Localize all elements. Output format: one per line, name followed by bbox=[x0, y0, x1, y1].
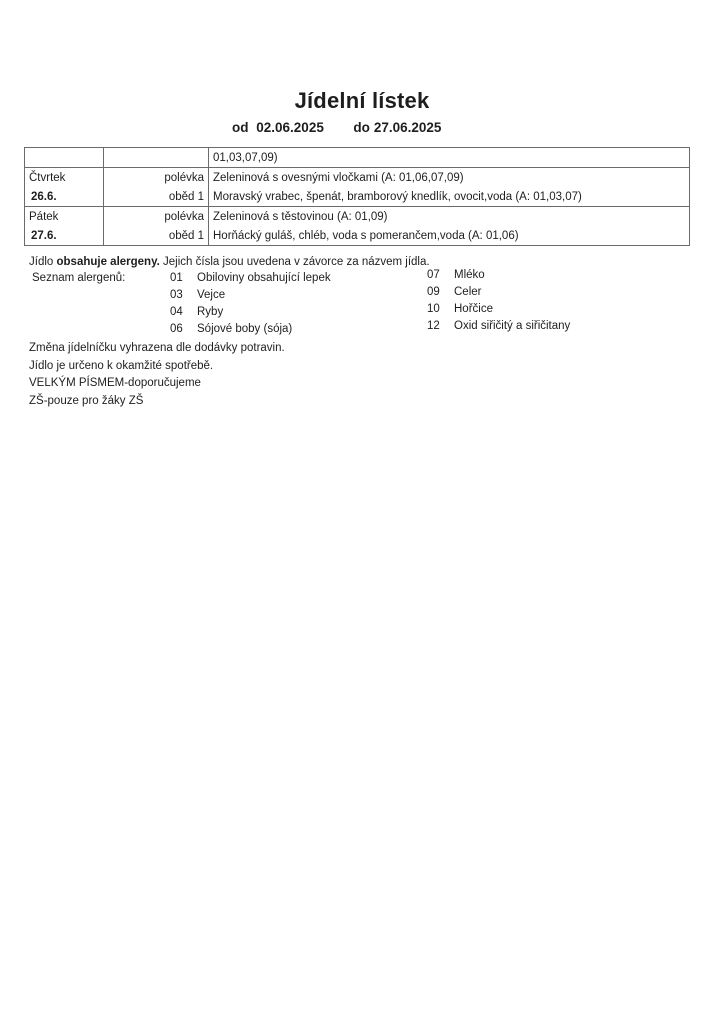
food-cell: Horňácký guláš, chléb, voda s pomerančem,voda (A: 01,06) bbox=[209, 226, 690, 246]
menu-table bbox=[24, 147, 690, 246]
day-name: Čtvrtek bbox=[25, 168, 104, 188]
allergen-list-label: Seznam alergenů: bbox=[32, 272, 126, 284]
meal-type: oběd 1 bbox=[104, 187, 209, 207]
from-label: od bbox=[232, 120, 249, 135]
footer-notes bbox=[29, 340, 285, 410]
allergen-item: 04 Ryby bbox=[170, 306, 224, 318]
food-cell: Zeleninová s těstovinou (A: 01,09) bbox=[209, 207, 690, 227]
from-date: 02.06.2025 bbox=[256, 120, 324, 135]
allergen-note-bold: obsahuje alergeny. bbox=[56, 256, 160, 268]
allergen-item: 12 Oxid siřičitý a siřičitany bbox=[427, 320, 571, 332]
allergen-item: 06 Sójové boby (sója) bbox=[170, 323, 293, 335]
allergen-item: 01 Obiloviny obsahující lepek bbox=[170, 272, 331, 284]
footer-line: Změna jídelníčku vyhrazena dle dodávky potravin. bbox=[29, 342, 285, 354]
allergen-item: 03 Vejce bbox=[170, 289, 226, 301]
day-date: 27.6. bbox=[31, 229, 57, 242]
food-cell: Zeleninová s ovesnými vločkami (A: 01,06,07,09) bbox=[209, 168, 690, 188]
footer-line: VELKÝM PÍSMEM-doporučujeme bbox=[29, 377, 201, 389]
allergen-item: 07 Mléko bbox=[427, 269, 485, 281]
allergen-item: 10 Hořčice bbox=[427, 303, 493, 315]
day-name: Pátek bbox=[25, 207, 104, 227]
food-cell: 01,03,07,09) bbox=[209, 148, 690, 168]
meal-type: polévka bbox=[104, 207, 209, 227]
menu-row bbox=[25, 226, 690, 246]
cell-empty bbox=[104, 148, 209, 168]
page-title: Jídelní lístek bbox=[294, 88, 430, 113]
food-cell: Moravský vrabec, špenát, bramborový knedlík, ovocit,voda (A: 01,03,07) bbox=[209, 187, 690, 207]
carryover-row bbox=[25, 148, 690, 168]
meal-type: polévka bbox=[104, 168, 209, 188]
day-date: 26.6. bbox=[31, 190, 57, 203]
menu-row bbox=[25, 207, 690, 227]
allergen-item: 09 Celer bbox=[427, 286, 482, 298]
allergen-note: Jídlo obsahuje alergeny. Jejich čísla jsou uvedena v závorce za názvem jídla. bbox=[29, 256, 430, 268]
date-range bbox=[232, 120, 445, 135]
to-label: do bbox=[353, 120, 370, 135]
meal-type: oběd 1 bbox=[104, 226, 209, 246]
menu-row bbox=[25, 168, 690, 188]
footer-line: Jídlo je určeno k okamžité spotřebě. bbox=[29, 359, 214, 372]
footer-line: ZŠ-pouze pro žáky ZŠ bbox=[29, 394, 144, 407]
menu-row bbox=[25, 187, 690, 207]
to-date: 27.06.2025 bbox=[373, 120, 442, 135]
cell-empty bbox=[25, 148, 104, 168]
